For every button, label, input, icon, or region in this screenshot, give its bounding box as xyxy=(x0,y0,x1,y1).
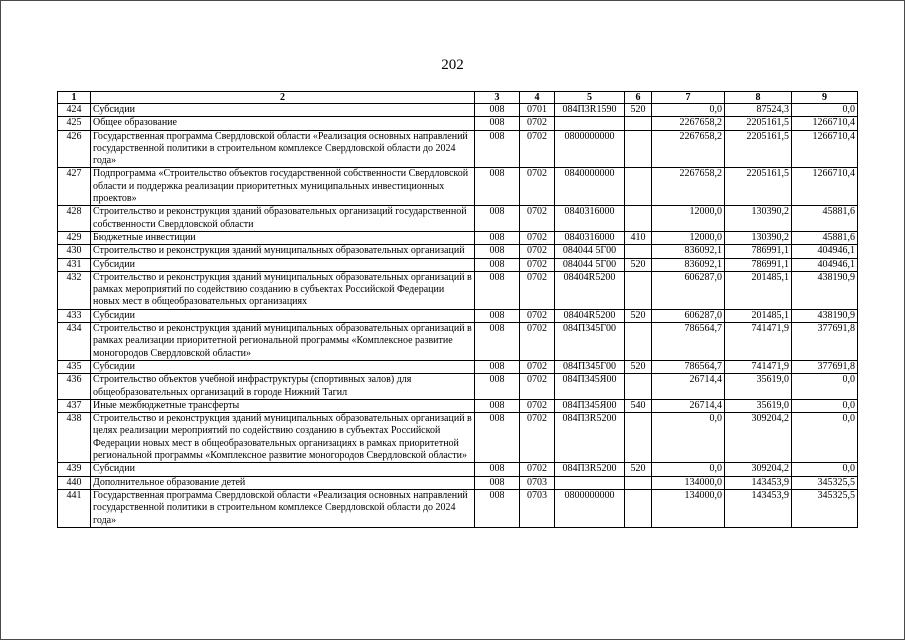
amount-col-9: 0,0 xyxy=(792,104,858,117)
row-number: 428 xyxy=(58,206,91,232)
section-code: 0702 xyxy=(520,309,555,322)
amount-col-7: 12000,0 xyxy=(652,206,725,232)
amount-col-9: 45881,6 xyxy=(792,206,858,232)
expense-type-code: 520 xyxy=(625,104,652,117)
expense-type-code xyxy=(625,168,652,206)
row-name: Строительство и реконструкция зданий образовательных организаций государственной собственности Свердловской области xyxy=(91,206,475,232)
amount-col-7: 606287,0 xyxy=(652,309,725,322)
section-code: 0702 xyxy=(520,399,555,412)
amount-col-8: 2205161,5 xyxy=(725,117,792,130)
target-code xyxy=(555,117,625,130)
amount-col-8: 87524,3 xyxy=(725,104,792,117)
row-number: 441 xyxy=(58,489,91,527)
section-code: 0702 xyxy=(520,271,555,309)
table-row xyxy=(58,360,858,373)
amount-col-7: 134000,0 xyxy=(652,489,725,527)
amount-col-9: 438190,9 xyxy=(792,309,858,322)
ministry-code: 008 xyxy=(475,231,520,244)
row-name: Строительство объектов учебной инфраструктуры (спортивных залов) для общеобразовательных организаций в городе Нижний Тагил xyxy=(91,374,475,400)
amount-col-9: 1266710,4 xyxy=(792,168,858,206)
section-code: 0702 xyxy=(520,245,555,258)
row-number: 437 xyxy=(58,399,91,412)
amount-col-9: 377691,8 xyxy=(792,360,858,373)
target-code: 084П3R5200 xyxy=(555,463,625,476)
row-number: 432 xyxy=(58,271,91,309)
ministry-code: 008 xyxy=(475,245,520,258)
target-code: 0840316000 xyxy=(555,231,625,244)
row-name: Иные межбюджетные трансферты xyxy=(91,399,475,412)
section-code: 0702 xyxy=(520,206,555,232)
page-number: 202 xyxy=(441,57,464,73)
expense-type-code xyxy=(625,130,652,168)
table-row xyxy=(58,271,858,309)
row-name: Строительство и реконструкция зданий муниципальных образовательных организаций в целях реализации мероприятий по содействию созданию в субъектах Российской Федерации новых мест в общеобразовательных организациях в рамках приоритетной региональной программы «Комплексное развитие моногородов Свердловской области» xyxy=(91,413,475,463)
expense-type-code xyxy=(625,117,652,130)
expense-type-code: 410 xyxy=(625,231,652,244)
row-number: 430 xyxy=(58,245,91,258)
row-name: Строительство и реконструкция зданий муниципальных образовательных организаций в рамках реализации приоритетной региональной программы «Комплексное развитие моногородов Свердловской области» xyxy=(91,323,475,361)
expense-type-code xyxy=(625,413,652,463)
table-row xyxy=(58,323,858,361)
ministry-code: 008 xyxy=(475,258,520,271)
section-code: 0701 xyxy=(520,104,555,117)
expense-type-code xyxy=(625,476,652,489)
amount-col-8: 2205161,5 xyxy=(725,168,792,206)
amount-col-7: 2267658,2 xyxy=(652,130,725,168)
table-row xyxy=(58,231,858,244)
section-code: 0702 xyxy=(520,323,555,361)
expense-type-code xyxy=(625,206,652,232)
expense-type-code: 540 xyxy=(625,399,652,412)
section-code: 0702 xyxy=(520,360,555,373)
expense-type-code xyxy=(625,374,652,400)
table-row xyxy=(58,245,858,258)
target-code: 084П345Г00 xyxy=(555,323,625,361)
table-row xyxy=(58,309,858,322)
amount-col-9: 1266710,4 xyxy=(792,117,858,130)
amount-col-7: 26714,4 xyxy=(652,399,725,412)
row-name: Субсидии xyxy=(91,258,475,271)
target-code: 084П345Я00 xyxy=(555,399,625,412)
ministry-code: 008 xyxy=(475,206,520,232)
expense-type-code: 520 xyxy=(625,258,652,271)
section-code: 0702 xyxy=(520,463,555,476)
target-code: 08404R5200 xyxy=(555,271,625,309)
column-header: 7 xyxy=(652,92,725,104)
row-number: 440 xyxy=(58,476,91,489)
target-code: 0800000000 xyxy=(555,130,625,168)
row-number: 433 xyxy=(58,309,91,322)
row-number: 425 xyxy=(58,117,91,130)
expense-type-code: 520 xyxy=(625,309,652,322)
amount-col-9: 0,0 xyxy=(792,463,858,476)
table-row xyxy=(58,130,858,168)
row-number: 439 xyxy=(58,463,91,476)
ministry-code: 008 xyxy=(475,360,520,373)
row-name: Строительство и реконструкция зданий муниципальных образовательных организаций в рамках мероприятий по содействию созданию в субъектах Российской Федерации новых мест в общеобразовательных организациях xyxy=(91,271,475,309)
section-code: 0702 xyxy=(520,413,555,463)
amount-col-9: 404946,1 xyxy=(792,245,858,258)
amount-col-8: 741471,9 xyxy=(725,360,792,373)
ministry-code: 008 xyxy=(475,399,520,412)
ministry-code: 008 xyxy=(475,271,520,309)
amount-col-7: 12000,0 xyxy=(652,231,725,244)
row-name: Общее образование xyxy=(91,117,475,130)
target-code: 0800000000 xyxy=(555,489,625,527)
amount-col-7: 786564,7 xyxy=(652,323,725,361)
table-row xyxy=(58,117,858,130)
section-code: 0703 xyxy=(520,476,555,489)
amount-col-8: 143453,9 xyxy=(725,489,792,527)
amount-col-9: 45881,6 xyxy=(792,231,858,244)
amount-col-8: 786991,1 xyxy=(725,258,792,271)
amount-col-7: 26714,4 xyxy=(652,374,725,400)
target-code: 084044 5Г00 xyxy=(555,258,625,271)
table-row xyxy=(58,476,858,489)
amount-col-8: 2205161,5 xyxy=(725,130,792,168)
target-code: 0840000000 xyxy=(555,168,625,206)
column-header: 1 xyxy=(58,92,91,104)
amount-col-9: 0,0 xyxy=(792,374,858,400)
amount-col-7: 836092,1 xyxy=(652,258,725,271)
amount-col-7: 2267658,2 xyxy=(652,117,725,130)
amount-col-8: 201485,1 xyxy=(725,309,792,322)
row-name: Бюджетные инвестиции xyxy=(91,231,475,244)
target-code: 084П3R5200 xyxy=(555,413,625,463)
expense-type-code xyxy=(625,489,652,527)
row-number: 434 xyxy=(58,323,91,361)
amount-col-9: 377691,8 xyxy=(792,323,858,361)
row-name: Государственная программа Свердловской области «Реализация основных направлений государственной политики в строительном комплексе Свердловской области до 2024 года» xyxy=(91,489,475,527)
amount-col-9: 1266710,4 xyxy=(792,130,858,168)
amount-col-7: 836092,1 xyxy=(652,245,725,258)
amount-col-8: 786991,1 xyxy=(725,245,792,258)
row-name: Подпрограмма «Строительство объектов государственной собственности Свердловской области и поддержка реализации приоритетных муниципальных инвестиционных проектов» xyxy=(91,168,475,206)
table-row xyxy=(58,206,858,232)
amount-col-8: 143453,9 xyxy=(725,476,792,489)
table-body xyxy=(58,104,858,528)
row-name: Дополнительное образование детей xyxy=(91,476,475,489)
row-name: Субсидии xyxy=(91,309,475,322)
column-header: 2 xyxy=(91,92,475,104)
target-code xyxy=(555,476,625,489)
row-number: 435 xyxy=(58,360,91,373)
row-name: Субсидии xyxy=(91,104,475,117)
section-code: 0702 xyxy=(520,130,555,168)
table-row xyxy=(58,489,858,527)
ministry-code: 008 xyxy=(475,463,520,476)
ministry-code: 008 xyxy=(475,117,520,130)
row-number: 424 xyxy=(58,104,91,117)
ministry-code: 008 xyxy=(475,476,520,489)
expense-type-code: 520 xyxy=(625,360,652,373)
row-number: 429 xyxy=(58,231,91,244)
expense-type-code xyxy=(625,271,652,309)
row-number: 426 xyxy=(58,130,91,168)
amount-col-8: 130390,2 xyxy=(725,206,792,232)
expense-type-code xyxy=(625,245,652,258)
table-row xyxy=(58,399,858,412)
expense-type-code: 520 xyxy=(625,463,652,476)
ministry-code: 008 xyxy=(475,413,520,463)
ministry-code: 008 xyxy=(475,489,520,527)
amount-col-8: 35619,0 xyxy=(725,399,792,412)
column-header: 8 xyxy=(725,92,792,104)
amount-col-7: 0,0 xyxy=(652,413,725,463)
amount-col-8: 741471,9 xyxy=(725,323,792,361)
amount-col-7: 0,0 xyxy=(652,104,725,117)
amount-col-9: 345325,5 xyxy=(792,489,858,527)
ministry-code: 008 xyxy=(475,168,520,206)
ministry-code: 008 xyxy=(475,104,520,117)
column-header: 9 xyxy=(792,92,858,104)
column-header: 3 xyxy=(475,92,520,104)
row-name: Строительство и реконструкция зданий муниципальных образовательных организаций xyxy=(91,245,475,258)
column-header: 4 xyxy=(520,92,555,104)
target-code: 084П345Я00 xyxy=(555,374,625,400)
row-number: 431 xyxy=(58,258,91,271)
row-name: Субсидии xyxy=(91,463,475,476)
table-row xyxy=(58,463,858,476)
expense-type-code xyxy=(625,323,652,361)
row-number: 436 xyxy=(58,374,91,400)
section-code: 0702 xyxy=(520,231,555,244)
target-code: 08404R5200 xyxy=(555,309,625,322)
row-number: 427 xyxy=(58,168,91,206)
section-code: 0702 xyxy=(520,258,555,271)
amount-col-7: 2267658,2 xyxy=(652,168,725,206)
section-code: 0702 xyxy=(520,117,555,130)
target-code: 0840316000 xyxy=(555,206,625,232)
amount-col-7: 786564,7 xyxy=(652,360,725,373)
amount-col-9: 438190,9 xyxy=(792,271,858,309)
section-code: 0703 xyxy=(520,489,555,527)
table-row xyxy=(58,258,858,271)
section-code: 0702 xyxy=(520,168,555,206)
ministry-code: 008 xyxy=(475,130,520,168)
amount-col-8: 309204,2 xyxy=(725,463,792,476)
amount-col-7: 134000,0 xyxy=(652,476,725,489)
table-row xyxy=(58,374,858,400)
table-row xyxy=(58,168,858,206)
table-row xyxy=(58,413,858,463)
amount-col-7: 0,0 xyxy=(652,463,725,476)
column-header: 6 xyxy=(625,92,652,104)
budget-table xyxy=(57,91,858,528)
amount-col-8: 309204,2 xyxy=(725,413,792,463)
amount-col-8: 35619,0 xyxy=(725,374,792,400)
row-name: Государственная программа Свердловской области «Реализация основных направлений государственной политики в строительном комплексе Свердловской области до 2024 года» xyxy=(91,130,475,168)
amount-col-8: 130390,2 xyxy=(725,231,792,244)
section-code: 0702 xyxy=(520,374,555,400)
table-row xyxy=(58,104,858,117)
amount-col-9: 404946,1 xyxy=(792,258,858,271)
amount-col-7: 606287,0 xyxy=(652,271,725,309)
ministry-code: 008 xyxy=(475,309,520,322)
target-code: 084П345Г00 xyxy=(555,360,625,373)
column-header: 5 xyxy=(555,92,625,104)
target-code: 084044 5Г00 xyxy=(555,245,625,258)
table-header-row xyxy=(58,92,858,104)
amount-col-9: 0,0 xyxy=(792,413,858,463)
row-name: Субсидии xyxy=(91,360,475,373)
amount-col-8: 201485,1 xyxy=(725,271,792,309)
amount-col-9: 345325,5 xyxy=(792,476,858,489)
ministry-code: 008 xyxy=(475,374,520,400)
ministry-code: 008 xyxy=(475,323,520,361)
row-number: 438 xyxy=(58,413,91,463)
amount-col-9: 0,0 xyxy=(792,399,858,412)
target-code: 084П3R1590 xyxy=(555,104,625,117)
